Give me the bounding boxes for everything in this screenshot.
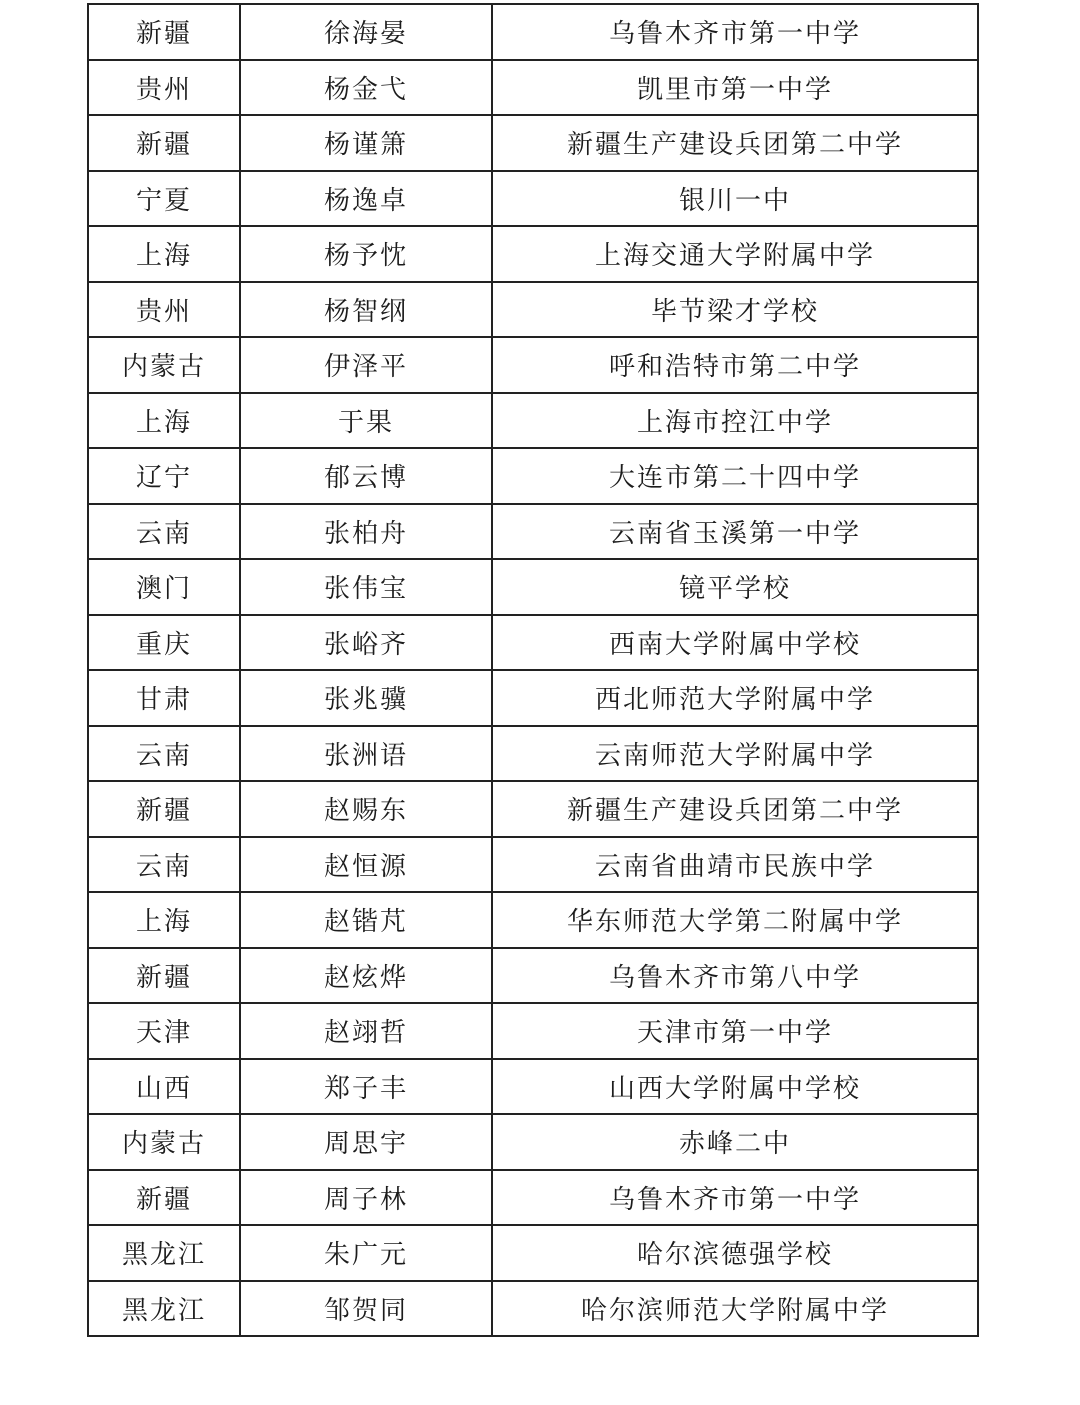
school-cell: 哈尔滨师范大学附属中学 xyxy=(492,1281,978,1337)
table-row xyxy=(88,1225,978,1281)
region-cell: 新疆 xyxy=(88,4,240,60)
table-row xyxy=(88,615,978,671)
school-cell: 云南省曲靖市民族中学 xyxy=(492,837,978,893)
table-row xyxy=(88,115,978,171)
school-cell: 华东师范大学第二附属中学 xyxy=(492,892,978,948)
school-cell: 银川一中 xyxy=(492,171,978,227)
region-cell: 贵州 xyxy=(88,282,240,338)
name-cell: 张峪齐 xyxy=(240,615,492,671)
name-cell: 周思宇 xyxy=(240,1114,492,1170)
name-cell: 杨逸卓 xyxy=(240,171,492,227)
table-row xyxy=(88,337,978,393)
school-cell: 新疆生产建设兵团第二中学 xyxy=(492,115,978,171)
school-cell: 毕节梁才学校 xyxy=(492,282,978,338)
school-cell: 大连市第二十四中学 xyxy=(492,448,978,504)
name-cell: 于果 xyxy=(240,393,492,449)
name-cell: 郁云博 xyxy=(240,448,492,504)
region-cell: 黑龙江 xyxy=(88,1225,240,1281)
name-cell: 朱广元 xyxy=(240,1225,492,1281)
table-row xyxy=(88,226,978,282)
table-row xyxy=(88,837,978,893)
name-cell: 伊泽平 xyxy=(240,337,492,393)
table-row xyxy=(88,448,978,504)
school-cell: 赤峰二中 xyxy=(492,1114,978,1170)
name-cell: 杨金弋 xyxy=(240,60,492,116)
table-row xyxy=(88,1003,978,1059)
region-cell: 辽宁 xyxy=(88,448,240,504)
region-cell: 新疆 xyxy=(88,115,240,171)
table-row xyxy=(88,670,978,726)
region-cell: 甘肃 xyxy=(88,670,240,726)
region-cell: 上海 xyxy=(88,892,240,948)
name-cell: 徐海晏 xyxy=(240,4,492,60)
name-cell: 邹贺同 xyxy=(240,1281,492,1337)
region-cell: 新疆 xyxy=(88,948,240,1004)
school-cell: 凯里市第一中学 xyxy=(492,60,978,116)
region-cell: 内蒙古 xyxy=(88,1114,240,1170)
school-cell: 乌鲁木齐市第一中学 xyxy=(492,1170,978,1226)
roster-table xyxy=(87,3,979,1337)
school-cell: 呼和浩特市第二中学 xyxy=(492,337,978,393)
table-row xyxy=(88,1114,978,1170)
name-cell: 杨智纲 xyxy=(240,282,492,338)
region-cell: 新疆 xyxy=(88,1170,240,1226)
region-cell: 澳门 xyxy=(88,559,240,615)
region-cell: 重庆 xyxy=(88,615,240,671)
table-row xyxy=(88,171,978,227)
region-cell: 内蒙古 xyxy=(88,337,240,393)
school-cell: 西北师范大学附属中学 xyxy=(492,670,978,726)
region-cell: 云南 xyxy=(88,504,240,560)
name-cell: 张兆骥 xyxy=(240,670,492,726)
name-cell: 赵赐东 xyxy=(240,781,492,837)
name-cell: 郑子丰 xyxy=(240,1059,492,1115)
table-row xyxy=(88,4,978,60)
table-row xyxy=(88,1170,978,1226)
region-cell: 云南 xyxy=(88,837,240,893)
region-cell: 山西 xyxy=(88,1059,240,1115)
table-row xyxy=(88,1281,978,1337)
school-cell: 乌鲁木齐市第一中学 xyxy=(492,4,978,60)
school-cell: 云南师范大学附属中学 xyxy=(492,726,978,782)
region-cell: 天津 xyxy=(88,1003,240,1059)
name-cell: 赵翊哲 xyxy=(240,1003,492,1059)
school-cell: 哈尔滨德强学校 xyxy=(492,1225,978,1281)
table-row xyxy=(88,948,978,1004)
region-cell: 上海 xyxy=(88,226,240,282)
table-row xyxy=(88,559,978,615)
school-cell: 天津市第一中学 xyxy=(492,1003,978,1059)
name-cell: 赵锴芃 xyxy=(240,892,492,948)
region-cell: 新疆 xyxy=(88,781,240,837)
table-row xyxy=(88,504,978,560)
name-cell: 周子林 xyxy=(240,1170,492,1226)
name-cell: 赵炫烨 xyxy=(240,948,492,1004)
name-cell: 张洲语 xyxy=(240,726,492,782)
region-cell: 上海 xyxy=(88,393,240,449)
school-cell: 新疆生产建设兵团第二中学 xyxy=(492,781,978,837)
school-cell: 上海交通大学附属中学 xyxy=(492,226,978,282)
table-row xyxy=(88,1059,978,1115)
school-cell: 山西大学附属中学校 xyxy=(492,1059,978,1115)
table-row xyxy=(88,60,978,116)
school-cell: 乌鲁木齐市第八中学 xyxy=(492,948,978,1004)
school-cell: 西南大学附属中学校 xyxy=(492,615,978,671)
region-cell: 云南 xyxy=(88,726,240,782)
table-row xyxy=(88,892,978,948)
table-row xyxy=(88,726,978,782)
region-cell: 宁夏 xyxy=(88,171,240,227)
name-cell: 张柏舟 xyxy=(240,504,492,560)
region-cell: 黑龙江 xyxy=(88,1281,240,1337)
name-cell: 张伟宝 xyxy=(240,559,492,615)
name-cell: 杨予忱 xyxy=(240,226,492,282)
school-cell: 上海市控江中学 xyxy=(492,393,978,449)
name-cell: 杨谨箫 xyxy=(240,115,492,171)
school-cell: 镜平学校 xyxy=(492,559,978,615)
table-row xyxy=(88,282,978,338)
table-row xyxy=(88,781,978,837)
roster-body xyxy=(88,4,978,1336)
name-cell: 赵恒源 xyxy=(240,837,492,893)
school-cell: 云南省玉溪第一中学 xyxy=(492,504,978,560)
region-cell: 贵州 xyxy=(88,60,240,116)
table-row xyxy=(88,393,978,449)
